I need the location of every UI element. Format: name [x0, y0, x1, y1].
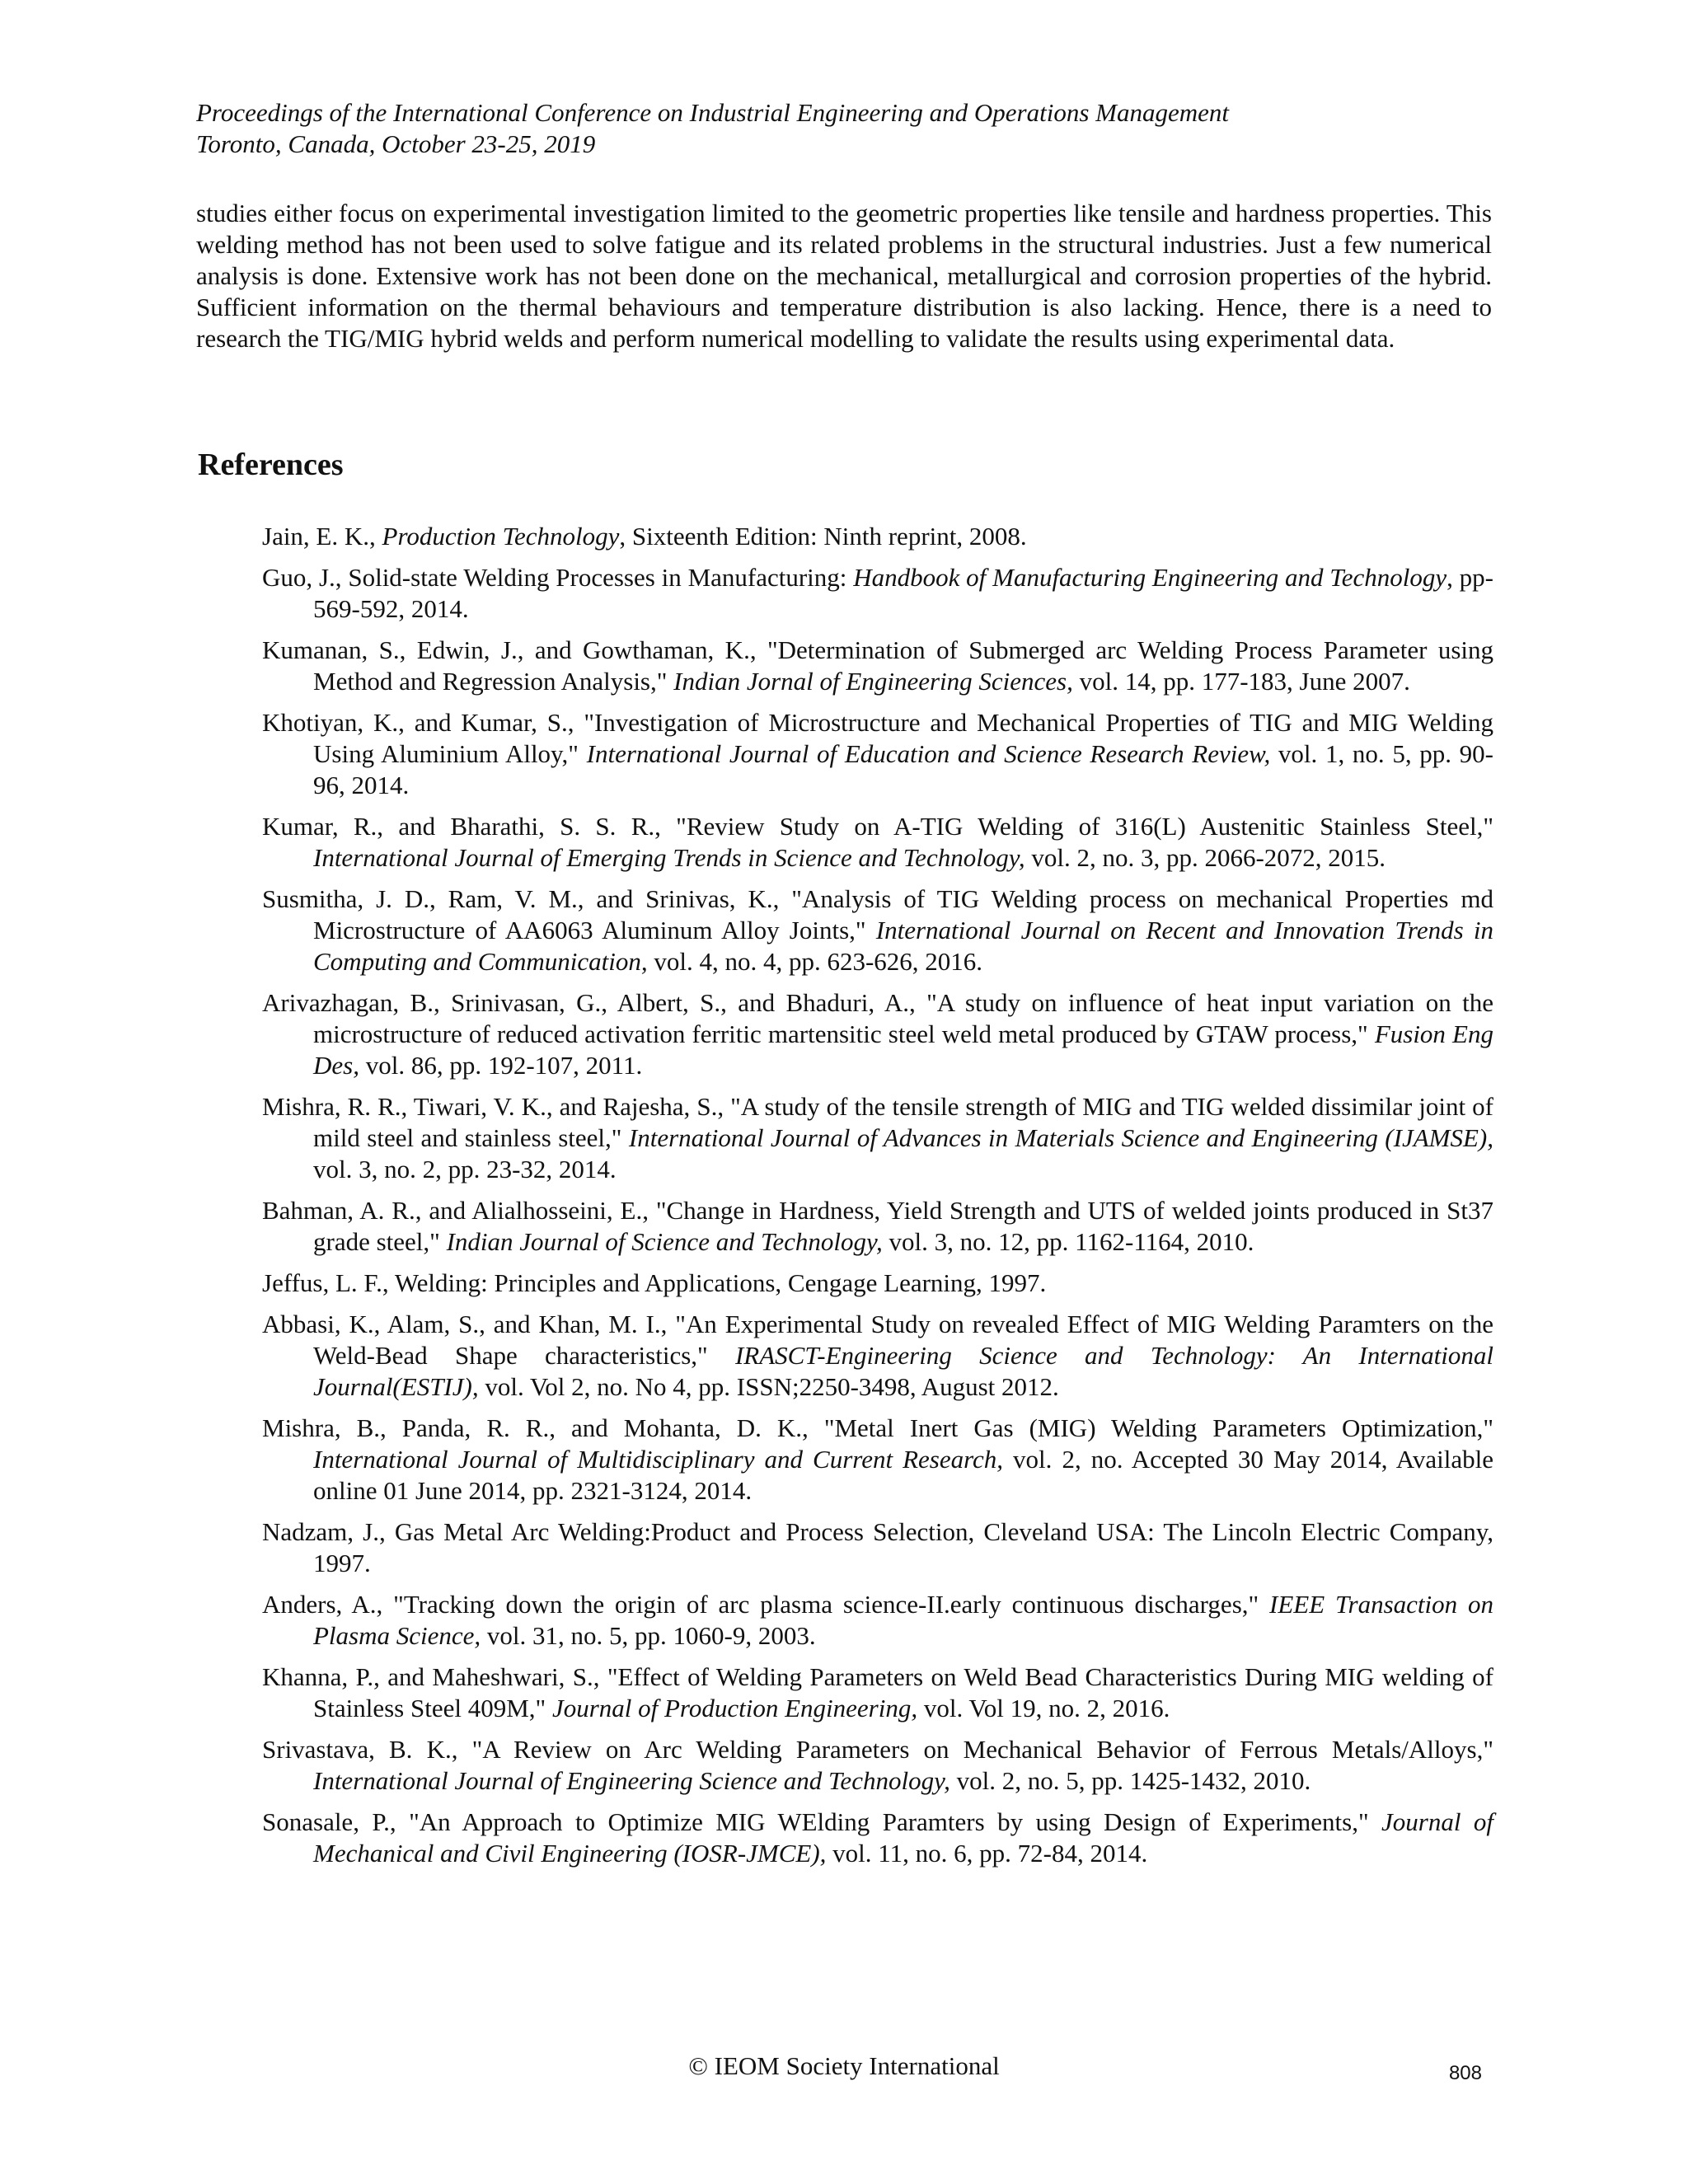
reference-source-title: IEEE Transaction on Plasma Science,	[313, 1590, 1493, 1650]
reference-text: Khotiyan, K., and Kumar, S., "Investigation of Microstructure and Mechanical Properties of TIG and MIG Welding Using Aluminium Alloy,"	[262, 708, 1493, 768]
footer-copyright: © IEOM Society International	[688, 2051, 1000, 2080]
reference-source-title: Journal of Production Engineering,	[551, 1694, 918, 1722]
reference-text: Arivazhagan, B., Srinivasan, G., Albert, S., and Bhaduri, A., "A study on influence of heat input variation on the microstructure of reduced activation ferritic martensitic steel weld metal produced by GTAW process,"	[262, 988, 1493, 1048]
header-conference-title: Proceedings of the International Conference on Industrial Engineering and Operations Management	[196, 98, 1230, 127]
reference-details: , pp-569-592, 2014.	[313, 563, 1493, 623]
reference-details: vol. 2, no. 3, pp. 2066-2072, 2015.	[1025, 843, 1386, 872]
reference-item	[262, 1309, 1493, 1403]
reference-item	[262, 521, 1493, 552]
reference-source-title: Handbook of Manufacturing Engineering and Technology	[853, 563, 1447, 592]
reference-item	[262, 1091, 1493, 1185]
reference-source-title: International Journal of Emerging Trends in Science and Technology,	[313, 843, 1025, 872]
reference-item	[262, 1807, 1493, 1869]
reference-text: Jain, E. K.,	[262, 522, 382, 551]
reference-text: Khanna, P., and Maheshwari, S., "Effect of Welding Parameters on Weld Bead Characteristics During MIG welding of Stainless Steel 409M,"	[262, 1662, 1493, 1722]
reference-details: vol. 2, no. Accepted 30 May 2014, Available online 01 June 2014, pp. 2321-3124, 2014.	[313, 1445, 1493, 1505]
references-heading: References	[198, 448, 344, 482]
reference-text: Kumar, R., and Bharathi, S. S. R., "Review Study on A-TIG Welding of 316(L) Austenitic Stainless Steel,"	[262, 812, 1493, 841]
reference-source-title: IRASCT-Engineering Science and Technology: An International Journal(ESTIJ),	[313, 1341, 1493, 1401]
reference-details: vol. Vol 2, no. No 4, pp. ISSN;2250-3498, August 2012.	[478, 1372, 1059, 1401]
reference-item	[262, 1661, 1493, 1724]
reference-item	[262, 1413, 1493, 1507]
header-location-date: Toronto, Canada, October 23-25, 2019	[196, 129, 596, 158]
reference-details: vol. 86, pp. 192-107, 2011.	[359, 1051, 643, 1080]
reference-item	[262, 1516, 1493, 1579]
reference-text: Mishra, R. R., Tiwari, V. K., and Rajesha, S., "A study of the tensile strength of MIG and TIG welded dissimilar joint of mild steel and stainless steel,"	[262, 1092, 1493, 1152]
page-number: 808	[1448, 2062, 1482, 2084]
references-list	[262, 521, 1493, 1879]
reference-item	[262, 811, 1493, 874]
reference-text: Srivastava, B. K., "A Review on Arc Welding Parameters on Mechanical Behavior of Ferrous Metals/Alloys,"	[262, 1735, 1493, 1764]
reference-details: vol. 3, no. 2, pp. 23-32, 2014.	[313, 1155, 617, 1183]
reference-source-title: International Journal of Education and Science Research Review,	[586, 739, 1271, 768]
reference-source-title: Fusion Eng Des,	[313, 1019, 1493, 1080]
reference-details: vol. 4, no. 4, pp. 623-626, 2016.	[647, 947, 983, 976]
reference-item	[262, 635, 1493, 697]
reference-text: Mishra, B., Panda, R. R., and Mohanta, D. K., "Metal Inert Gas (MIG) Welding Parameters Optimization,"	[262, 1413, 1493, 1442]
reference-text: Guo, J., Solid-state Welding Processes in Manufacturing:	[262, 563, 854, 592]
reference-source-title: Journal of Mechanical and Civil Engineering (IOSR-JMCE),	[313, 1807, 1493, 1868]
intro-paragraph: studies either focus on experimental investigation limited to the geometric properties like tensile and hardness properties. This welding method has not been used to solve fatigue and its related problems in the structural industries. Just a few numerical analysis is done. Extensive work has not been done on the mechanical, metallurgical and corrosion properties of the hybrid. Sufficient information on the thermal behaviours and temperature distribution is also lacking. Hence, there is a need to research the TIG/MIG hybrid welds and perform numerical modelling to validate the results using experimental data.	[196, 199, 1492, 353]
reference-source-title: International Journal of Multidisciplinary and Current Research,	[313, 1445, 1004, 1474]
reference-text: Kumanan, S., Edwin, J., and Gowthaman, K., "Determination of Submerged arc Welding Process Parameter using Method and Regression Analysis,"	[262, 635, 1493, 696]
reference-item	[262, 707, 1493, 801]
reference-details: vol. 1, no. 5, pp. 90-96, 2014.	[313, 739, 1493, 799]
reference-text: Sonasale, P., "An Approach to Optimize MIG WElding Paramters by using Design of Experiments,"	[262, 1807, 1382, 1836]
reference-source-title: Indian Journal of Science and Technology,	[446, 1227, 883, 1256]
reference-text: Jeffus, L. F., Welding: Principles and Applications, Cengage Learning, 1997.	[262, 1268, 1047, 1297]
reference-details: vol. 11, no. 6, pp. 72-84, 2014.	[826, 1839, 1148, 1868]
reference-source-title: International Journal of Engineering Science and Technology,	[313, 1766, 950, 1795]
reference-item	[262, 1268, 1493, 1299]
reference-details: vol. 2, no. 5, pp. 1425-1432, 2010.	[950, 1766, 1311, 1795]
reference-text: Susmitha, J. D., Ram, V. M., and Srinivas, K., "Analysis of TIG Welding process on mechanical Properties md Microstructure of AA6063 Aluminum Alloy Joints,"	[262, 884, 1493, 944]
reference-item	[262, 1734, 1493, 1797]
reference-item	[262, 562, 1493, 625]
reference-details: , Sixteenth Edition: Ninth reprint, 2008.	[619, 522, 1027, 551]
reference-text: Anders, A., "Tracking down the origin of arc plasma science-II.early continuous discharges,"	[262, 1590, 1270, 1619]
reference-details: vol. 31, no. 5, pp. 1060-9, 2003.	[481, 1621, 816, 1650]
reference-text: Nadzam, J., Gas Metal Arc Welding:Product and Process Selection, Cleveland USA: The Lincoln Electric Company, 1997.	[262, 1517, 1493, 1577]
reference-item	[262, 1589, 1493, 1652]
reference-source-title: Production Technology	[382, 522, 620, 551]
reference-source-title: International Journal of Advances in Materials Science and Engineering (IJAMSE),	[628, 1123, 1493, 1152]
reference-source-title: International Journal on Recent and Innovation Trends in Computing and Communication,	[313, 916, 1493, 976]
running-header	[196, 97, 1229, 160]
reference-item	[262, 987, 1493, 1081]
reference-text: Abbasi, K., Alam, S., and Khan, M. I., "An Experimental Study on revealed Effect of MIG Welding Paramters on the Weld-Bead Shape characteristics,"	[262, 1310, 1493, 1370]
reference-source-title: Indian Jornal of Engineering Sciences,	[673, 667, 1073, 696]
reference-details: vol. 3, no. 12, pp. 1162-1164, 2010.	[882, 1227, 1254, 1256]
reference-details: vol. Vol 19, no. 2, 2016.	[917, 1694, 1170, 1722]
reference-item	[262, 883, 1493, 977]
reference-details: vol. 14, pp. 177-183, June 2007.	[1072, 667, 1410, 696]
reference-text: Bahman, A. R., and Alialhosseini, E., "Change in Hardness, Yield Strength and UTS of welded joints produced in St37 grade steel,"	[262, 1196, 1493, 1256]
reference-item	[262, 1195, 1493, 1258]
